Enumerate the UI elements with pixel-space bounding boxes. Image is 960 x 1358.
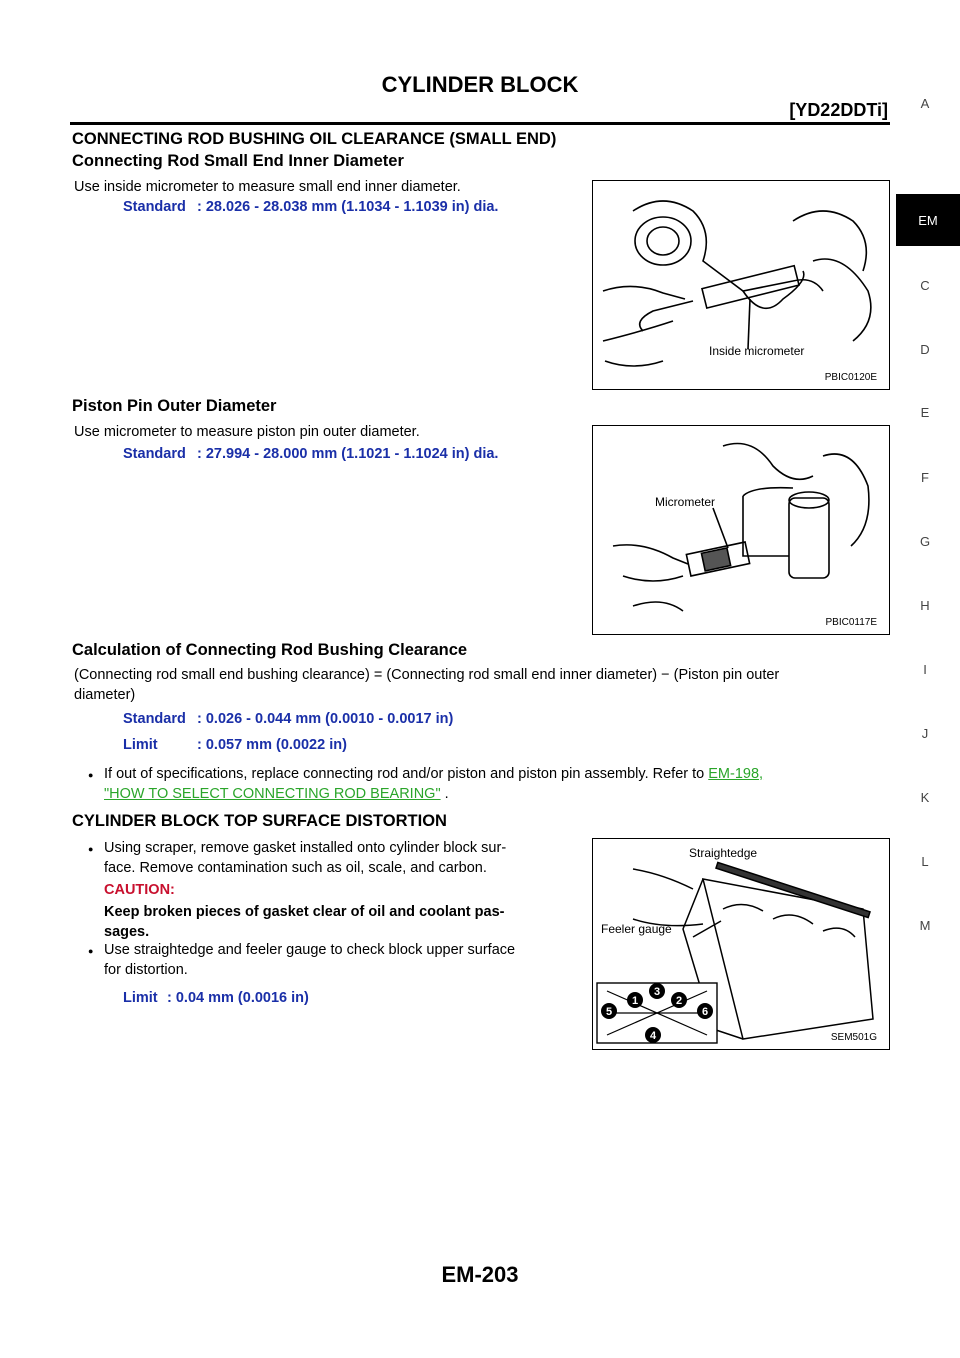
- figure-straightedge: [592, 838, 890, 1050]
- point-label: 3: [653, 986, 661, 998]
- figure-label: Straightedge: [689, 846, 758, 860]
- spec-key: Standard: [123, 446, 186, 462]
- bullet-line: for distortion.: [104, 962, 188, 978]
- point-label: 1: [631, 995, 639, 1007]
- formula-line-1: (Connecting rod small end bushing clearance) = (Connecting rod small end inner diameter) − (Piston pin outer: [74, 667, 780, 683]
- header-rule: [70, 122, 890, 125]
- caution-label: CAUTION:: [104, 882, 175, 898]
- subsection-heading: Calculation of Connecting Rod Bushing Clearance: [72, 641, 468, 659]
- figure-id: SEM501G: [830, 1032, 877, 1043]
- sidebar-item-h[interactable]: H: [920, 598, 930, 613]
- bullet-line: Use straightedge and feeler gauge to check block upper surface: [104, 942, 516, 958]
- bullet-line: Using scraper, remove gasket installed onto cylinder block sur-: [104, 840, 507, 856]
- spec-key: Standard: [123, 199, 186, 215]
- section-heading: CYLINDER BLOCK TOP SURFACE DISTORTION: [72, 812, 447, 830]
- subsection-heading: Piston Pin Outer Diameter: [72, 397, 277, 415]
- spec-standard: [123, 199, 498, 215]
- bullet-item: [104, 764, 894, 784]
- page-title: CYLINDER BLOCK: [381, 72, 579, 97]
- figure-id: PBIC0120E: [824, 372, 877, 383]
- figure-micrometer: [592, 425, 890, 635]
- instruction-text: Use inside micrometer to measure small end inner diameter.: [74, 179, 461, 195]
- spec-standard: [123, 446, 498, 462]
- spec-value: : 0.026 - 0.044 mm (0.0010 - 0.0017 in): [197, 711, 454, 727]
- figure-id: PBIC0117E: [825, 617, 877, 628]
- subsection-heading: Connecting Rod Small End Inner Diameter: [72, 152, 404, 170]
- sidebar-item-f[interactable]: F: [921, 470, 929, 485]
- point-label: 5: [605, 1006, 613, 1018]
- figure-inside-micrometer: [592, 180, 890, 390]
- instruction-text: Use micrometer to measure piston pin outer diameter.: [74, 424, 420, 440]
- spec-key: Standard: [123, 711, 186, 727]
- point-label: 2: [675, 995, 683, 1007]
- spec-value: : 0.04 mm (0.0016 in): [167, 990, 309, 1006]
- bullet-text: If out of specifications, replace connecting rod and/or piston and piston pin assembly. Refer to: [104, 766, 709, 782]
- spec-value: : 0.057 mm (0.0022 in): [197, 737, 347, 753]
- spec-limit: [123, 737, 347, 753]
- sidebar-item-i[interactable]: I: [923, 662, 927, 677]
- bullet-item: [104, 940, 515, 960]
- page-number: EM-203: [441, 1262, 519, 1287]
- caution-text: sages.: [104, 924, 150, 940]
- sidebar-item-k[interactable]: K: [920, 790, 930, 805]
- ref-link-select-bearing[interactable]: "HOW TO SELECT CONNECTING ROD BEARING": [104, 786, 441, 802]
- point-label: 6: [701, 1006, 709, 1018]
- spec-standard: [123, 711, 453, 727]
- formula-line-2: diameter): [74, 687, 136, 703]
- point-label: 4: [649, 1030, 657, 1042]
- sidebar-item-g[interactable]: G: [919, 534, 931, 549]
- connecting-rod-illustration: [593, 181, 889, 389]
- ref-link-em198[interactable]: EM-198,: [708, 766, 764, 782]
- sidebar-item-l[interactable]: L: [921, 854, 929, 869]
- bullet-item: [104, 838, 506, 858]
- spec-value: : 28.026 - 28.038 mm (1.1034 - 1.1039 in) dia.: [197, 199, 499, 215]
- caution-text: Keep broken pieces of gasket clear of oil and coolant pas-: [104, 904, 505, 920]
- spec-value: : 27.994 - 28.000 mm (1.1021 - 1.1024 in) dia.: [197, 446, 499, 462]
- figure-label: Inside micrometer: [709, 344, 805, 358]
- engine-code: [YD22DDTi]: [789, 100, 888, 120]
- piston-pin-illustration: [593, 426, 889, 634]
- spec-limit: [123, 990, 309, 1006]
- bullet-continuation: [104, 784, 449, 804]
- bullet-end: .: [440, 786, 449, 802]
- cylinder-block-illustration: [593, 839, 889, 1049]
- sidebar-item-m[interactable]: M: [919, 918, 931, 933]
- sidebar-item-c[interactable]: C: [920, 278, 930, 293]
- figure-label: Micrometer: [655, 495, 716, 509]
- sidebar-item-d[interactable]: D: [920, 342, 930, 357]
- bullet-line: face. Remove contamination such as oil, scale, and carbon.: [104, 860, 487, 876]
- sidebar-item-j[interactable]: J: [921, 726, 929, 741]
- sidebar-item-e[interactable]: E: [920, 405, 930, 420]
- spec-key: Limit: [123, 737, 158, 753]
- figure-label: Feeler gauge: [601, 922, 672, 936]
- sidebar-item-a[interactable]: A: [920, 96, 930, 111]
- spec-key: Limit: [123, 990, 158, 1006]
- sidebar-item-em[interactable]: EM: [896, 194, 960, 246]
- section-heading: CONNECTING ROD BUSHING OIL CLEARANCE (SMALL END): [72, 130, 557, 148]
